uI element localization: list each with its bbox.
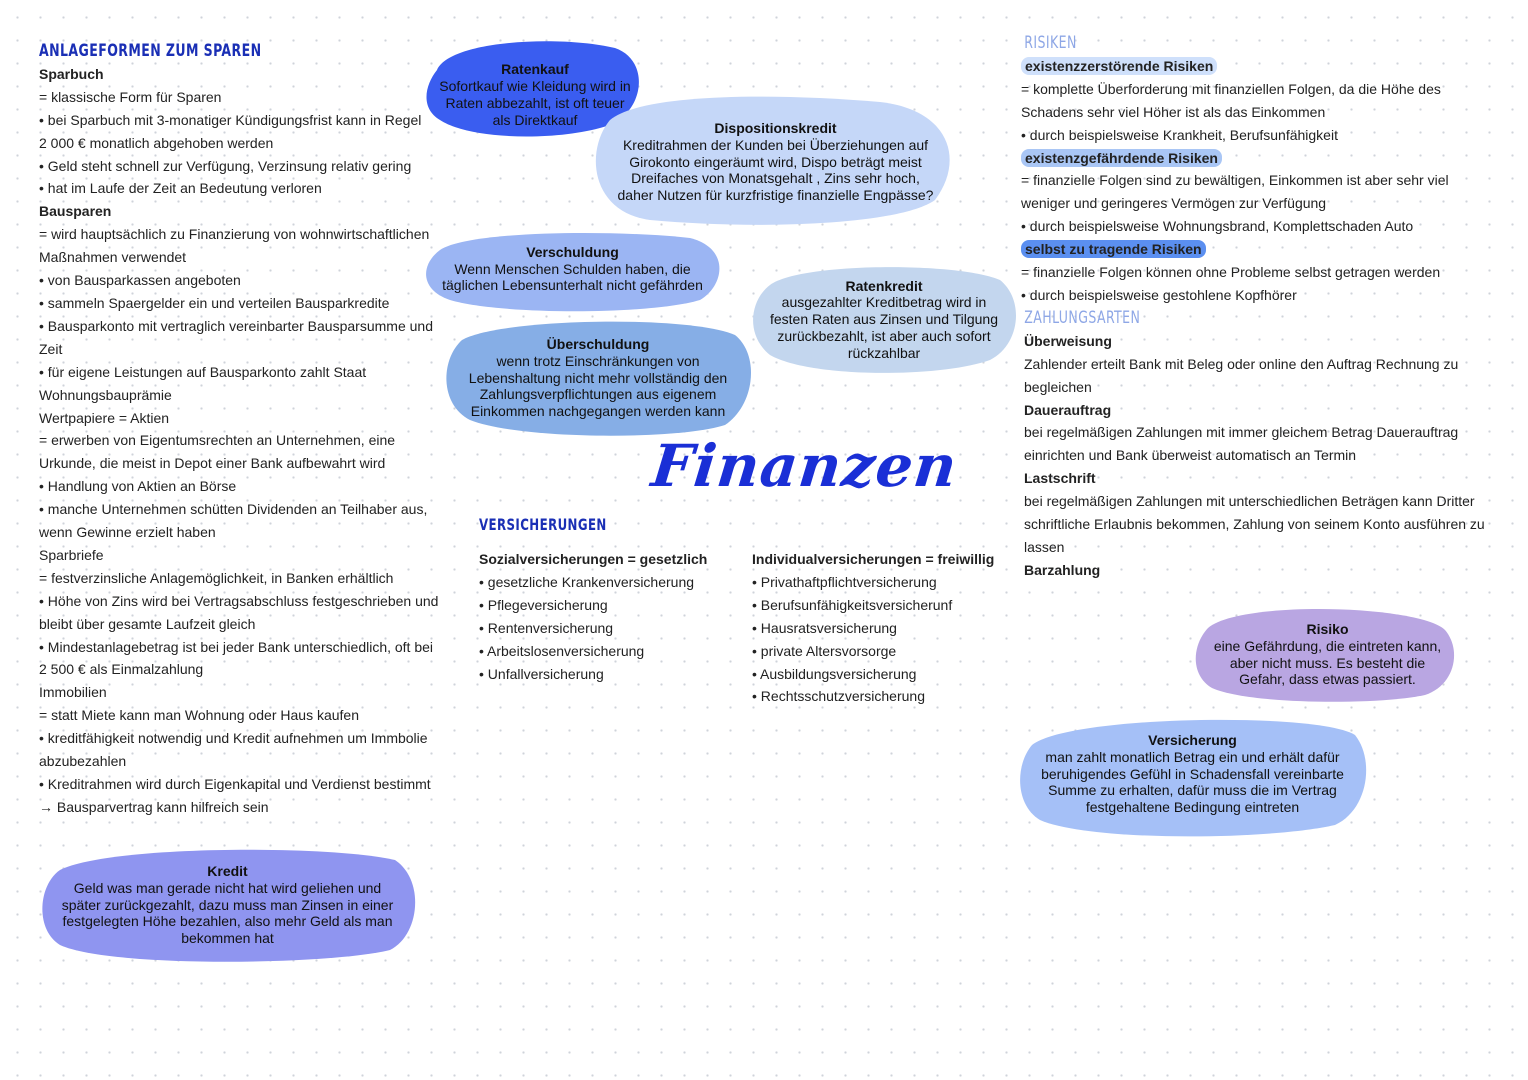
blob-kredit-text: bekommen hat bbox=[181, 930, 274, 947]
anlage-line: • Bausparkonto mit vertraglich vereinbarter Bausparsumme und bbox=[39, 317, 433, 334]
blob-ratenkredit bbox=[755, 272, 1013, 367]
anlageformen-heading: ANLAGEFORMEN ZUM SPAREN bbox=[39, 41, 262, 61]
individual-item: • Ausbildungsversicherung bbox=[752, 665, 917, 682]
blob-ueberschuldung bbox=[448, 328, 748, 428]
anlage-line: = wird hauptsächlich zu Finanzierung von wohnwirtschaftlichen bbox=[39, 226, 430, 243]
risiken-line: weniger und geringeres Vermögen zur Verfügung bbox=[1021, 195, 1327, 212]
blob-ratenkredit-text: zurückbezahlt, ist aber auch sofort bbox=[777, 327, 991, 344]
blob-ratenkauf-text: als Direktkauf bbox=[492, 111, 578, 128]
anlage-line: Bausparen bbox=[39, 203, 112, 220]
blob-dispo-title: Dispositionskredit bbox=[714, 120, 837, 136]
risiken-highlight: selbst zu tragende Risiken bbox=[1021, 240, 1206, 258]
anlage-line: = erwerben von Eigentumsrechten an Unternehmen, eine bbox=[39, 432, 396, 449]
zahlung-line: einrichten und Bank überweist automatisch an Termin bbox=[1024, 447, 1357, 464]
anlage-line: = klassische Form für Sparen bbox=[39, 88, 222, 105]
anlage-line: • Handlung von Aktien an Börse bbox=[39, 478, 237, 495]
blob-kredit-text: später zurückgezahlt, dazu muss man Zinsen in einer bbox=[61, 896, 394, 913]
blob-verschuldung-text: Wenn Menschen Schulden haben, die bbox=[454, 260, 691, 277]
anlage-line: = statt Miete kann man Wohnung oder Haus kaufen bbox=[39, 707, 359, 724]
anlage-line: • Mindestanlagebetrag ist bei jeder Bank unterschiedlich, oft bei bbox=[39, 638, 434, 655]
risiken-line: = komplette Überforderung mit finanziellen Folgen, da die Höhe des bbox=[1021, 80, 1441, 97]
blob-verschuldung bbox=[430, 238, 715, 300]
anlage-line: Maßnahmen verwendet bbox=[39, 249, 187, 266]
anlage-line: • hat im Laufe der Zeit an Bedeutung verloren bbox=[39, 180, 322, 197]
risiken-line: = finanzielle Folgen sind zu bewältigen, Einkommen ist aber sehr viel bbox=[1021, 172, 1449, 189]
anlage-line: wenn Gewinne erzielt haben bbox=[39, 524, 216, 541]
anlage-line: bleibt über gesamte Laufzeit gleich bbox=[39, 615, 256, 632]
zahlung-line: lassen bbox=[1024, 538, 1065, 555]
blob-risiko-text: Gefahr, dass etwas passiert. bbox=[1239, 671, 1416, 688]
blob-ueberschuldung-text: Lebenshaltung nicht mehr vollständig den bbox=[468, 369, 728, 386]
anlage-line: abzubezahlen bbox=[39, 753, 127, 770]
risiken-line: • durch beispielsweise gestohlene Kopfhörer bbox=[1021, 286, 1297, 303]
anlage-line: • von Bausparkassen angeboten bbox=[39, 272, 241, 289]
individual-item: • Hausratsversicherung bbox=[752, 619, 897, 636]
blob-dispo bbox=[598, 112, 953, 212]
blob-kredit-text: festgelegten Höhe bezahlen, also mehr Geld als man bbox=[62, 913, 393, 930]
blob-versicherung-text: man zahlt monatlich Betrag ein und erhält dafür bbox=[1045, 748, 1340, 765]
risiken-line: • durch beispielsweise Krankheit, Berufsunfähigkeit bbox=[1021, 126, 1338, 143]
blob-verschuldung-text: täglichen Lebensunterhalt nicht gefährden bbox=[442, 277, 703, 294]
individual-item: • Berufsunfähigkeitsversicherunf bbox=[752, 596, 953, 613]
sozial-item: • Rentenversicherung bbox=[479, 619, 614, 636]
risiken-line: • durch beispielsweise Wohnungsbrand, Komplettschaden Auto bbox=[1021, 218, 1414, 235]
anlage-line: • Höhe von Zins wird bei Vertragsabschluss festgeschrieben und bbox=[39, 592, 439, 609]
risiken-line: Schadens sehr viel Höher ist als das Einkommen bbox=[1021, 103, 1326, 120]
anlage-line: • manche Unternehmen schütten Dividenden an Teilhaber aus, bbox=[39, 501, 428, 518]
blob-ueberschuldung-text: wenn trotz Einschränkungen von bbox=[496, 352, 700, 369]
anlage-line: = festverzinsliche Anlagemöglichkeit, in Banken erhältlich bbox=[39, 569, 394, 586]
sozialversicherungen-title: Sozialversicherungen = gesetzlich bbox=[479, 551, 708, 567]
blob-kredit-text: Geld was man gerade nicht hat wird geliehen und bbox=[73, 879, 382, 896]
blob-versicherung bbox=[1020, 724, 1365, 824]
individual-item: • private Altersvorsorge bbox=[752, 642, 897, 659]
blob-versicherung-text: festgehaltene Bedingung eintreten bbox=[1085, 799, 1300, 816]
zahlung-line: Barzahlung bbox=[1024, 561, 1101, 578]
blob-dispo-text: Dreifaches von Monatsgehalt , Zins sehr hoch, bbox=[631, 170, 920, 187]
versicherungen-heading: VERSICHERUNGEN bbox=[479, 515, 607, 534]
blob-risiko-text: aber nicht muss. Es besteht die bbox=[1229, 654, 1426, 671]
blob-ratenkauf-text: Raten abbezahlt, ist oft teuer bbox=[445, 95, 625, 111]
anlage-line: • bei Sparbuch mit 3-monatiger Kündigungsfrist kann in Regel bbox=[39, 111, 422, 128]
anlage-line: • kreditfähigkeit notwendig und Kredit aufnehmen um Immbolie bbox=[39, 730, 428, 747]
sozial-item: • gesetzliche Krankenversicherung bbox=[479, 573, 695, 590]
anlage-line: Sparbriefe bbox=[39, 546, 104, 563]
blob-kredit bbox=[40, 855, 415, 955]
risiken-heading: RISIKEN bbox=[1024, 33, 1077, 53]
zahlung-line: Dauerauftrag bbox=[1024, 401, 1112, 418]
blob-versicherung-text: Summe zu erhalten, dafür muss die im Vertrag bbox=[1048, 782, 1337, 799]
anlage-line: • sammeln Spaergelder ein und verteilen Bausparkredite bbox=[39, 294, 390, 311]
anlage-line: Sparbuch bbox=[39, 65, 104, 82]
anlage-line: Immobilien bbox=[39, 684, 107, 701]
zahlungsarten-heading: ZAHLUNGSARTEN bbox=[1024, 307, 1141, 328]
blob-risiko-title: Risiko bbox=[1306, 620, 1349, 637]
risiken-line: = finanzielle Folgen können ohne Probleme selbst getragen werden bbox=[1021, 264, 1441, 281]
blob-ratenkauf-title: Ratenkauf bbox=[501, 61, 569, 78]
zahlung-line: bei regelmäßigen Zahlungen mit immer gleichem Betrag Dauerauftrag bbox=[1024, 424, 1459, 441]
blob-dispo-text: Girokonto eingeräumt wird, Dispo beträgt meist bbox=[629, 153, 922, 170]
anlage-line: 2 000 € monatlich abgehoben werden bbox=[39, 134, 274, 151]
zahlung-line: Zahlender erteilt Bank mit Beleg oder online den Auftrag Rechnung zu bbox=[1024, 355, 1459, 372]
blob-ratenkredit-text: rückzahlbar bbox=[847, 344, 921, 361]
blob-versicherung-title: Versicherung bbox=[1148, 732, 1237, 748]
zahlung-line: begleichen bbox=[1024, 378, 1092, 395]
blob-risiko bbox=[1195, 612, 1460, 697]
blob-ratenkredit-title: Ratenkredit bbox=[845, 277, 923, 294]
blob-ratenkredit-text: festen Raten aus Zinsen und Tilgung bbox=[769, 311, 999, 328]
blob-ueberschuldung-text: Einkommen nachgegangen werden kann bbox=[470, 403, 726, 420]
zahlung-line: bei regelmäßigen Zahlungen mit unterschiedlichen Beträgen kann Dritter bbox=[1024, 493, 1475, 510]
zahlung-line: Überweisung bbox=[1024, 332, 1112, 349]
anlage-line: → Bausparvertrag kann hilfreich sein bbox=[39, 798, 269, 815]
blob-ratenkauf-text: Sofortkauf wie Kleidung wird in bbox=[439, 78, 631, 95]
zahlung-line: schriftliche Erlaubnis bekommen, Zahlung von seinem Konto ausführen zu bbox=[1024, 516, 1485, 533]
blob-versicherung-text: beruhigendes Gefühl in Schadensfall vereinbarte bbox=[1041, 765, 1344, 782]
blob-kredit-title: Kredit bbox=[207, 863, 248, 879]
risiken-highlight: existenzgefährdende Risiken bbox=[1021, 149, 1222, 167]
anlage-line: Zeit bbox=[39, 340, 63, 357]
anlage-line: Wertpapiere = Aktien bbox=[39, 409, 170, 426]
sozial-item: • Pflegeversicherung bbox=[479, 596, 608, 613]
blob-verschuldung-title: Verschuldung bbox=[526, 243, 619, 260]
anlage-line: • Kreditrahmen wird durch Eigenkapital und Verdienst bestimmt bbox=[39, 776, 431, 792]
individual-item: • Rechtsschutzversicherung bbox=[752, 688, 925, 705]
anlage-line: Urkunde, die meist in Depot einer Bank aufbewahrt wird bbox=[39, 455, 386, 472]
blob-dispo-text: Kreditrahmen der Kunden bei Überziehungen auf bbox=[622, 136, 929, 153]
blob-ueberschuldung-text: Zahlungsverpflichtungen aus eigenem bbox=[479, 386, 717, 403]
risiken-highlight: existenzzerstörende Risiken bbox=[1021, 57, 1217, 75]
blob-ueberschuldung-title: Überschuldung bbox=[546, 336, 650, 352]
anlage-line: • Geld steht schnell zur Verfügung, Verzinsung relativ gering bbox=[39, 157, 412, 174]
anlage-line: Wohnungsbauprämie bbox=[39, 386, 172, 403]
anlage-line: 2 500 € als Einmalzahlung bbox=[39, 661, 204, 678]
blob-dispo-text: daher Nutzen für kurzfristige finanzielle Engpässe? bbox=[617, 187, 934, 204]
individualversicherungen-title: Individualversicherungen = freiwillig bbox=[752, 551, 995, 567]
zahlung-line: Lastschrift bbox=[1024, 470, 1096, 487]
page-title: Finanzen bbox=[648, 432, 961, 500]
sozial-item: • Arbeitslosenversicherung bbox=[479, 642, 645, 659]
sozial-item: • Unfallversicherung bbox=[479, 665, 604, 682]
anlage-line: • für eigene Leistungen auf Bausparkonto zahlt Staat bbox=[39, 363, 367, 380]
blob-risiko-text: eine Gefährdung, die eintreten kann, bbox=[1213, 637, 1442, 654]
blob-ratenkredit-text: ausgezahlter Kreditbetrag wird in bbox=[781, 294, 987, 311]
individual-item: • Privathaftpflichtversicherung bbox=[752, 573, 937, 590]
